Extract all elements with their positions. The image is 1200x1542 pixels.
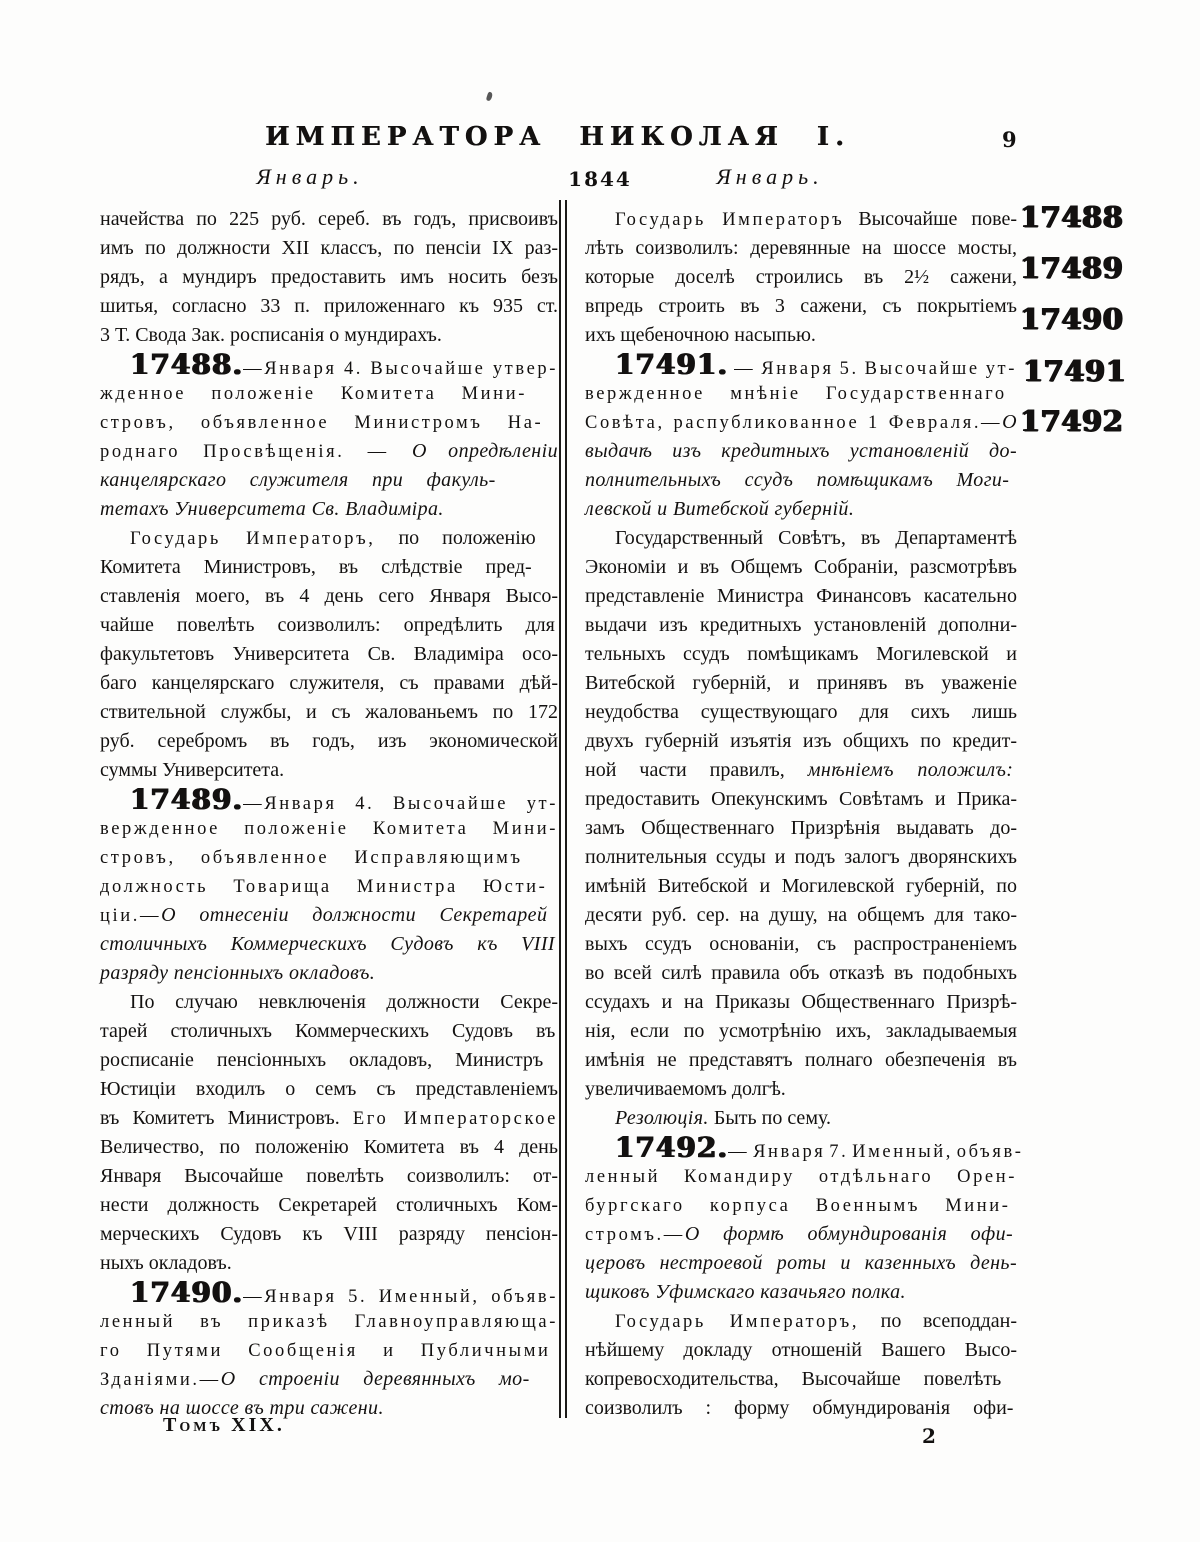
- text-line: [585, 495, 1017, 524]
- text-segment: выдачи изъ кредитныхъ установленій дополни-: [585, 614, 1017, 636]
- text-segment: ленный въ приказѣ Главноуправляюща-: [100, 1312, 558, 1332]
- text-line: [585, 350, 1017, 379]
- text-line: [585, 1336, 1017, 1365]
- text-segment: ссудахъ и на Приказы Общественнаго Призрѣ-: [585, 991, 1017, 1013]
- text-line: [585, 1162, 1017, 1191]
- text-segment: тельныхъ ссудъ помѣщикамъ Могилевской и: [585, 643, 1017, 665]
- text-segment: полнительныхъ ссудъ помѣщикамъ Моги-: [585, 469, 1010, 491]
- text-segment: во всей силѣ правила объ отказѣ въ подобныхъ: [585, 962, 1017, 984]
- margin-law-numbers: [1020, 0, 1140, 1542]
- text-segment: факультетовъ Университета Св. Владиміра осо-: [100, 643, 558, 665]
- text-segment: тарей столичныхъ Коммерческихъ Судовъ въ: [100, 1020, 556, 1042]
- text-line: [585, 814, 1017, 843]
- text-segment: бургскаго корпуса Военнымъ Мини-: [585, 1196, 1011, 1216]
- text-segment: ставленія моего, въ 4 день сего Января Высо-: [100, 585, 558, 607]
- text-line: [100, 466, 558, 495]
- text-line: [585, 930, 1017, 959]
- text-segment: баго канцелярскаго служителя, съ правами дѣй-: [100, 672, 558, 694]
- text-line: [585, 524, 1017, 553]
- text-segment: Быть по сему.: [708, 1107, 831, 1129]
- text-line: [100, 698, 558, 727]
- margin-law-number: 17489: [1020, 251, 1124, 285]
- text-segment: Комитета Министровъ, въ слѣдствіе пред-: [100, 556, 532, 578]
- text-line: [585, 553, 1017, 582]
- text-line: [100, 1017, 558, 1046]
- text-line: [585, 872, 1017, 901]
- text-segment: увеличиваемомъ долгѣ.: [585, 1078, 786, 1100]
- text-line: [100, 1220, 558, 1249]
- text-segment: ціи.—: [100, 906, 162, 926]
- text-segment: десяти руб. сер. на душу, на общемъ для тако-: [585, 904, 1017, 926]
- text-segment: Его Императорское: [352, 1109, 558, 1129]
- text-line: [585, 1249, 1017, 1278]
- text-segment: двухъ губерній изъятія изъ общихъ по кредит-: [585, 730, 1017, 752]
- text-segment: ствительной службы, и съ жалованьемъ по 172: [100, 701, 558, 723]
- text-segment: вержденное положеніе Комитета Мини-: [100, 819, 558, 839]
- text-segment: стровъ, объявленное Министромъ На-: [100, 413, 544, 433]
- text-line: [100, 321, 558, 350]
- text-segment: тетахъ Университета Св. Владиміра.: [100, 498, 444, 520]
- text-segment: 3 Т. Свода Зак. росписанія о мундирахъ.: [100, 324, 442, 346]
- text-line: [100, 930, 558, 959]
- text-line: [100, 1191, 558, 1220]
- text-segment: руб. серебромъ въ годъ, изъ экономической: [100, 730, 558, 752]
- text-segment: вержденное мнѣніе Государственнаго: [585, 384, 1007, 404]
- text-line: [100, 988, 558, 1017]
- text-segment: имѣній Витебской и Могилевской губерній, по: [585, 875, 1017, 897]
- text-segment: Экономіи и въ Общемъ Собраніи, разсмотрѣвъ: [585, 556, 1017, 578]
- text-segment: ихъ щебеночною насыпью.: [585, 324, 816, 346]
- text-segment: ленный Командиру отдѣльнаго Орен-: [585, 1167, 1017, 1187]
- text-segment: О опредѣленіи: [411, 440, 558, 462]
- text-segment: по всеподдан-: [859, 1310, 1017, 1332]
- text-line: [100, 524, 558, 553]
- text-segment: Резолюція.: [615, 1107, 709, 1129]
- text-segment: Государь Императоръ,: [615, 1312, 860, 1332]
- text-line: [100, 843, 558, 872]
- text-segment: нія, если по усмотрѣнію ихъ, закладываемыя: [585, 1020, 1017, 1042]
- text-segment: столичныхъ Коммерческихъ Судовъ къ VIII: [100, 933, 555, 955]
- running-year: 1844: [568, 167, 632, 191]
- text-segment: — Января 5. Высочайше ут-: [728, 359, 1017, 379]
- text-segment: Государь Императоръ,: [130, 529, 376, 549]
- text-line: [585, 1046, 1017, 1075]
- text-segment: чайше повелѣть соизволилъ: опредѣлить для: [100, 614, 555, 636]
- text-segment: стромъ.—: [585, 1225, 685, 1245]
- text-line: [100, 379, 558, 408]
- text-line: [585, 727, 1017, 756]
- text-line: [100, 872, 558, 901]
- margin-law-number: 17492: [1020, 404, 1124, 438]
- text-line: [100, 553, 558, 582]
- text-line: [585, 843, 1017, 872]
- text-segment: начейства по 225 руб. сереб. въ годъ, присвоивъ: [100, 208, 558, 230]
- text-segment: канцелярскаго служителя при факуль-: [100, 469, 496, 491]
- text-line: [585, 1307, 1017, 1336]
- text-segment: мерческихъ Судовъ къ VIII разряду пенсіон-: [100, 1223, 558, 1245]
- text-line: [100, 785, 558, 814]
- page-title: ИМПЕРАТОРА НИКОЛАЯ I.: [264, 122, 850, 152]
- text-segment: — Января 7. Именный, объяв-: [728, 1142, 1024, 1162]
- text-segment: представленіе Министра Финансовъ касательно: [585, 585, 1017, 607]
- text-segment: Высочайше пове-: [844, 208, 1017, 230]
- text-line: [100, 263, 558, 292]
- running-month-right: Январь.: [716, 164, 824, 189]
- law-number: 17492.: [615, 1131, 729, 1164]
- left-text-column: [100, 205, 558, 1423]
- text-line: [585, 292, 1017, 321]
- text-segment: замъ Общественнаго Призрѣнія выдавать до-: [585, 817, 1017, 839]
- margin-law-number: 17490: [1020, 302, 1124, 336]
- margin-law-number: 17488: [1020, 200, 1124, 234]
- text-line: [100, 1249, 558, 1278]
- text-line: [585, 785, 1017, 814]
- running-month-left: Январь.: [256, 164, 364, 189]
- text-segment: полнительныя ссуды и подъ залогъ дворянскихъ: [585, 846, 1017, 868]
- text-line: [585, 1075, 1017, 1104]
- text-line: [100, 1307, 558, 1336]
- text-line: [100, 582, 558, 611]
- text-segment: выдачѣ изъ кредитныхъ установленій до-: [585, 440, 1017, 462]
- text-segment: —Января 4. Высочайше ут-: [243, 794, 558, 814]
- text-segment: предоставить Опекунскимъ Совѣтамъ и Прика-: [585, 788, 1017, 810]
- text-segment: Величество, по положенію Комитета въ 4 день: [100, 1136, 558, 1158]
- text-line: [585, 1017, 1017, 1046]
- text-segment: ныхъ окладовъ.: [100, 1252, 232, 1274]
- text-line: [100, 408, 558, 437]
- text-segment: О: [1002, 411, 1017, 433]
- law-number: 17490.: [130, 1276, 244, 1309]
- text-segment: росписаніе пенсіонныхъ окладовъ, Министръ: [100, 1049, 544, 1071]
- text-line: [100, 640, 558, 669]
- text-segment: шитья, согласно 33 п. приложеннаго къ 935 ст.: [100, 295, 558, 317]
- text-segment: стровъ, объявленное Исправляющимъ: [100, 848, 523, 868]
- text-line: [585, 582, 1017, 611]
- text-segment: соизволилъ : форму обмундированія офи-: [585, 1397, 1014, 1419]
- text-segment: Января Высочайше повелѣть соизволилъ: от-: [100, 1165, 558, 1187]
- text-segment: О формѣ обмундированія офи-: [684, 1223, 1014, 1245]
- text-segment: имъ по должности XII классъ, по пенсіи IX раз-: [100, 237, 558, 259]
- text-line: [100, 350, 558, 379]
- margin-law-number: 17491: [1023, 354, 1127, 388]
- text-line: [100, 234, 558, 263]
- text-line: [585, 379, 1017, 408]
- text-line: [100, 292, 558, 321]
- text-segment: ной части правилъ,: [585, 759, 808, 781]
- text-line: [585, 408, 1017, 437]
- text-segment: въ Комитетъ Министровъ.: [100, 1107, 353, 1129]
- text-line: [585, 1191, 1017, 1220]
- text-segment: стовъ на шоссе въ три сажени.: [100, 1397, 384, 1419]
- page-number: 9: [1002, 127, 1017, 152]
- text-line: [585, 321, 1017, 350]
- text-segment: впредь строить въ 3 сажени, съ покрытіемъ: [585, 295, 1017, 317]
- text-line: [585, 437, 1017, 466]
- law-number: 17489.: [130, 783, 244, 816]
- text-line: [100, 1104, 558, 1133]
- text-segment: О отнесеніи должности Секретарей: [161, 904, 548, 926]
- text-segment: щиковъ Уфимскаго казачьяго полка.: [585, 1281, 906, 1303]
- text-line: [585, 1394, 1017, 1423]
- text-segment: разряду пенсіонныхъ окладовъ.: [100, 962, 376, 984]
- text-line: [100, 1278, 558, 1307]
- text-line: [100, 1162, 558, 1191]
- text-line: [100, 901, 558, 930]
- text-segment: Юстиціи входилъ о семъ съ представленіемъ: [100, 1078, 558, 1100]
- text-segment: лѣть соизволилъ: деревянные на шоссе мосты,: [585, 237, 1017, 259]
- law-number: 17491.: [615, 348, 729, 381]
- text-segment: жденное положеніе Комитета Мини-: [100, 384, 527, 404]
- text-line: [100, 495, 558, 524]
- text-line: [585, 234, 1017, 263]
- scan-artifact: [486, 91, 494, 101]
- text-segment: По случаю невключенія должности Секре-: [130, 991, 558, 1013]
- text-line: [585, 756, 1017, 785]
- text-line: [100, 1046, 558, 1075]
- text-line: [100, 959, 558, 988]
- text-line: [585, 205, 1017, 234]
- text-segment: выхъ ссудъ основаніи, съ распространеніемъ: [585, 933, 1017, 955]
- text-line: [585, 1104, 1017, 1133]
- text-line: [100, 1365, 558, 1394]
- text-line: [585, 988, 1017, 1017]
- text-segment: роднаго Просвѣщенія. —: [100, 442, 412, 462]
- text-segment: левской и Витебской губерній.: [585, 498, 855, 520]
- text-line: [100, 1075, 558, 1104]
- right-text-column: [585, 205, 1024, 1423]
- text-line: [100, 756, 558, 785]
- text-line: [585, 698, 1017, 727]
- text-line: [100, 437, 558, 466]
- text-line: [100, 727, 558, 756]
- text-line: [585, 640, 1017, 669]
- text-segment: мнѣніемъ положилъ:: [807, 759, 1014, 781]
- text-segment: имѣнія не представятъ полнаго обезпеченія въ: [585, 1049, 1017, 1071]
- volume-footer: Томъ XIX.: [163, 1414, 285, 1436]
- text-segment: Государственный Совѣтъ, въ Департаментѣ: [615, 527, 1017, 549]
- text-segment: О строеніи деревянныхъ мо-: [220, 1368, 530, 1390]
- text-line: [100, 1133, 558, 1162]
- text-line: [585, 611, 1017, 640]
- text-line: [585, 263, 1017, 292]
- text-segment: Витебской губерній, и принявъ въ уваженіе: [585, 672, 1017, 694]
- text-segment: Зданіями.—: [100, 1370, 221, 1390]
- text-segment: нести должность Секретарей столичныхъ Ком-: [100, 1194, 558, 1216]
- sheet-number: 2: [922, 1424, 936, 1448]
- text-segment: Государь Императоръ: [615, 210, 845, 230]
- law-number: 17488.: [130, 348, 244, 381]
- text-line: [585, 466, 1017, 495]
- text-line: [585, 1131, 1024, 1164]
- text-segment: нѣйшему докладу отношеній Вашего Высо-: [585, 1339, 1017, 1361]
- text-line: [100, 814, 558, 843]
- text-line: [585, 1220, 1017, 1249]
- text-line: [100, 611, 558, 640]
- text-line: [100, 1336, 558, 1365]
- text-line: [585, 669, 1017, 698]
- text-segment: должность Товарища Министра Юсти-: [100, 877, 548, 897]
- text-segment: по положенію: [375, 527, 536, 549]
- text-segment: которые доселѣ строились въ 2½ сажени,: [585, 266, 1017, 288]
- text-segment: го Путями Сообщенія и Публичными: [100, 1341, 551, 1361]
- text-line: [585, 959, 1017, 988]
- text-segment: рядъ, а мундиръ предоставить имъ носить безъ: [100, 266, 558, 288]
- text-segment: —Января 5. Именный, объяв-: [243, 1287, 558, 1307]
- text-line: [100, 205, 558, 234]
- text-line: [585, 901, 1017, 930]
- text-segment: копревосходительства, Высочайше повелѣть: [585, 1368, 1002, 1390]
- text-line: [100, 669, 558, 698]
- text-segment: —Января 4. Высочайше утвер-: [243, 359, 558, 379]
- text-line: [585, 1278, 1017, 1307]
- text-segment: Совѣта, распубликованное 1 Февраля.—: [585, 413, 1003, 433]
- text-segment: суммы Университета.: [100, 759, 285, 781]
- text-segment: церовъ нестроевой роты и казенныхъ день-: [585, 1252, 1017, 1274]
- text-segment: неудобства существующаго для сихъ лишь: [585, 701, 1017, 723]
- text-line: [585, 1365, 1017, 1394]
- column-divider-rule: [559, 200, 567, 1418]
